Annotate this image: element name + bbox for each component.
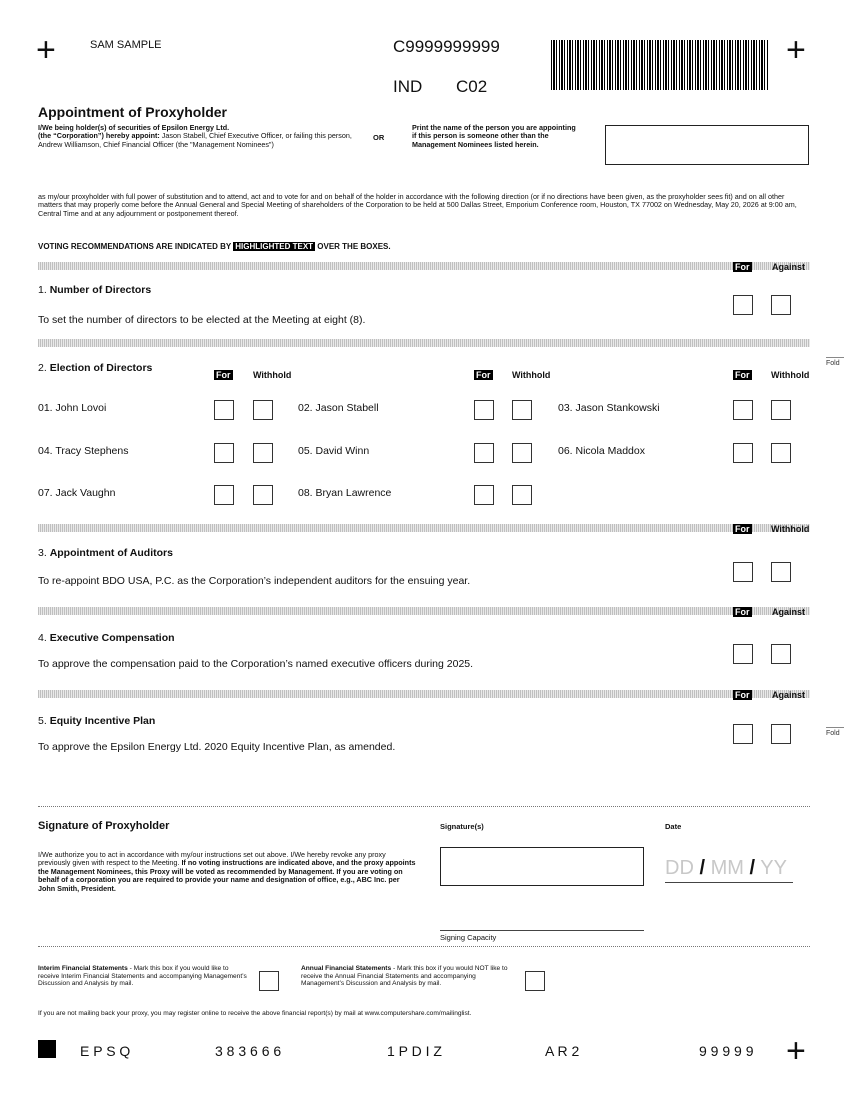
proxyholder-name-input[interactable] [605, 125, 809, 165]
footer-code: 3 8 3 6 6 6 [215, 1043, 282, 1059]
date-input[interactable]: DD / MM / YY [665, 857, 793, 883]
section-band [38, 690, 810, 698]
director-3-for-checkbox[interactable] [733, 400, 753, 420]
director-name: 07. Jack Vaughn [38, 487, 116, 499]
or-label: OR [373, 133, 385, 142]
item-5-description: To approve the Epsilon Energy Ltd. 2020 Equity Incentive Plan, as amended. [38, 741, 396, 753]
for-header: For [735, 690, 750, 700]
withhold-header: Withhold [771, 524, 810, 534]
crop-mark-plus-icon: + [786, 31, 806, 69]
for-header: For [735, 607, 750, 617]
director-3-withhold-checkbox[interactable] [771, 400, 791, 420]
item-1-title: 1. Number of Directors [38, 284, 152, 296]
for-header: For [735, 262, 750, 272]
interim-statements-text: Interim Financial Statements - Mark this box if you would like to receive Interim Financial Statements and accompanying Management’s Discussion and Analysis by mail. [38, 965, 247, 988]
footer-code: A R 2 [545, 1043, 580, 1059]
director-name: 03. Jason Stankowski [558, 402, 660, 414]
proxy-paragraph: as my/our proxyholder with full power of substitution and to attend, act and to vote for and on behalf of the holder in accordance with the following direction (or if no directions have been given, as the proxyholder sees fit) and on all other matters that may properly come before the Annual General and Special Meeting of shareholders of the Corporation to be held at 500 Dallas Street, Emporium Conference room, Houston, TX 77002 on Wednesday, May 20, 2026 at 9:00 am, Central Time and at any adjournment or postponement thereof. [38, 192, 797, 218]
annual-statements-text: Annual Financial Statements - Mark this box if you would NOT like to receive the Annual Financial Statements and accompanying Management’s Discussion and Analysis by mail. [301, 965, 508, 988]
account-number: C9999999999 [393, 37, 500, 56]
barcode-image [551, 40, 769, 90]
item-4-against-checkbox[interactable] [771, 644, 791, 664]
item-5-title: 5. Equity Incentive Plan [38, 715, 156, 727]
director-8-for-checkbox[interactable] [474, 485, 494, 505]
holder-name: SAM SAMPLE [90, 39, 162, 51]
withhold-header: Withhold [771, 370, 810, 380]
item-3-for-checkbox[interactable] [733, 562, 753, 582]
item-4-description: To approve the compensation paid to the Corporation’s named executive officers during 2025. [38, 658, 474, 670]
item-4-title: 4. Executive Compensation [38, 632, 175, 644]
director-5-withhold-checkbox[interactable] [512, 443, 532, 463]
item-3-description: To re-appoint BDO USA, P.C. as the Corporation’s independent auditors for the ensuing year. [38, 575, 471, 587]
director-1-withhold-checkbox[interactable] [253, 400, 273, 420]
for-header: For [216, 370, 231, 380]
against-header: Against [772, 262, 806, 272]
footer-code: 1 P D I Z [387, 1043, 442, 1059]
item-3-withhold-checkbox[interactable] [771, 562, 791, 582]
director-name: 04. Tracy Stephens [38, 445, 129, 457]
section-band [38, 607, 810, 615]
item-1-description: To set the number of directors to be elected at the Meeting at eight (8). [38, 314, 366, 326]
section-divider [38, 946, 810, 947]
director-7-for-checkbox[interactable] [214, 485, 234, 505]
annual-statements-checkbox[interactable] [525, 971, 545, 991]
footer-code: 9 9 9 9 9 [699, 1043, 754, 1059]
item-3-title: 3. Appointment of Auditors [38, 547, 173, 559]
director-name: 08. Bryan Lawrence [298, 487, 392, 499]
item-1-for-checkbox[interactable] [733, 295, 753, 315]
class-code: C02 [456, 77, 488, 96]
director-name: 06. Nicola Maddox [558, 445, 645, 457]
date-label: Date [665, 822, 682, 831]
signing-capacity-label: Signing Capacity [440, 933, 497, 942]
item-5-against-checkbox[interactable] [771, 724, 791, 744]
fold-mark: Fold [826, 727, 844, 737]
director-name: 05. David Winn [298, 445, 370, 457]
director-7-withhold-checkbox[interactable] [253, 485, 273, 505]
fold-mark: Fold [826, 357, 844, 367]
for-header: For [735, 524, 750, 534]
director-4-withhold-checkbox[interactable] [253, 443, 273, 463]
ind-label: IND [393, 77, 423, 96]
director-name: 02. Jason Stabell [298, 402, 379, 414]
director-2-for-checkbox[interactable] [474, 400, 494, 420]
appointment-intro: I/We being holder(s) of securities of Epsilon Energy Ltd. (the “Corporation”) hereby appoint: Jason Stabell, Chief Executive Officer, or failing this person, Andrew Williamson, Chief Financial Officer (the "Management Nominees") [38, 123, 352, 149]
against-header: Against [772, 690, 806, 700]
withhold-header: Withhold [512, 370, 551, 380]
corner-square-marker [38, 1040, 56, 1058]
director-5-for-checkbox[interactable] [474, 443, 494, 463]
director-8-withhold-checkbox[interactable] [512, 485, 532, 505]
item-5-for-checkbox[interactable] [733, 724, 753, 744]
section-divider [38, 806, 810, 807]
item-4-for-checkbox[interactable] [733, 644, 753, 664]
appointment-title: Appointment of Proxyholder [38, 104, 227, 120]
voting-recommendation-note: VOTING RECOMMENDATIONS ARE INDICATED BY HIGHLIGHTED TEXT OVER THE BOXES. [38, 242, 391, 251]
interim-statements-checkbox[interactable] [259, 971, 279, 991]
director-6-withhold-checkbox[interactable] [771, 443, 791, 463]
director-1-for-checkbox[interactable] [214, 400, 234, 420]
signature-title: Signature of Proxyholder [38, 820, 170, 832]
section-band [38, 524, 810, 532]
signature-input[interactable] [440, 847, 644, 886]
print-name-instruction: Print the name of the person you are appointing if this person is someone other than the Management Nominees listed herein. [412, 123, 576, 149]
withhold-header: Withhold [253, 370, 292, 380]
signature-authorization-text: I/We authorize you to act in accordance with my/our instructions set out above. I/We hereby revoke any proxy previously given with respect to the Meeting. If no voting instructions are indicated above, and the proxy appoints the Management Nominees, this Proxy will be voted as recommended by Management. If you are voting on behalf of a corporation you are required to provide your name and designation of office, e.g., ABC Inc. per John Smith, President. [38, 850, 416, 893]
director-2-withhold-checkbox[interactable] [512, 400, 532, 420]
signing-capacity-line[interactable] [440, 930, 644, 931]
crop-mark-plus-icon: + [786, 1032, 806, 1070]
footer-code: E P S Q [80, 1043, 131, 1059]
section-band [38, 339, 810, 347]
against-header: Against [772, 607, 806, 617]
crop-mark-plus-icon: + [36, 31, 56, 69]
for-header: For [735, 370, 750, 380]
director-6-for-checkbox[interactable] [733, 443, 753, 463]
item-1-against-checkbox[interactable] [771, 295, 791, 315]
item-2-title: 2. Election of Directors [38, 362, 153, 374]
director-4-for-checkbox[interactable] [214, 443, 234, 463]
section-band [38, 262, 810, 270]
online-registration-note: If you are not mailing back your proxy, you may register online to receive the above financial report(s) by mail at www.computershare.com/mailinglist. [38, 1010, 472, 1017]
for-header: For [476, 370, 491, 380]
signature-label: Signature(s) [440, 822, 484, 831]
director-name: 01. John Lovoi [38, 402, 107, 414]
